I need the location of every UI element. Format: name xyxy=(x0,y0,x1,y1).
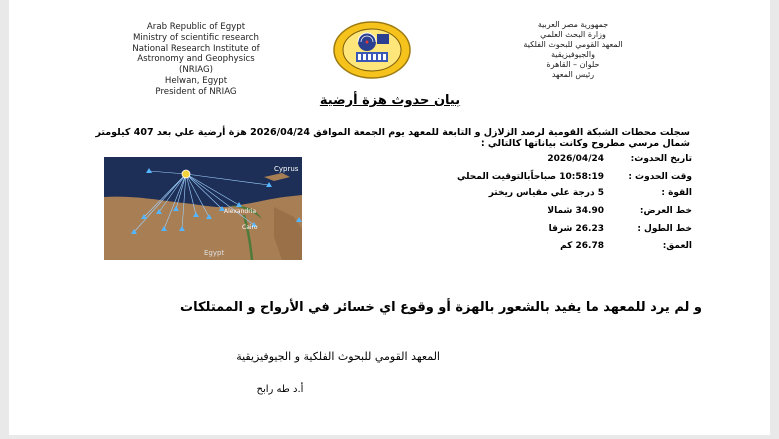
field-value: 2026/04/24 xyxy=(547,154,604,164)
letterhead-line: والجيوفيزيقية xyxy=(551,50,595,59)
field-date xyxy=(330,154,692,166)
map-label-cairo: Cairo xyxy=(242,224,258,231)
field-value: 34.90 شمالا xyxy=(547,206,604,216)
field-label: القوة : xyxy=(661,188,692,198)
letterhead-line: حلوان – القاهرة xyxy=(546,60,600,69)
epicenter-map xyxy=(104,157,302,260)
letterhead-line: National Research Institute of xyxy=(132,43,260,54)
epicenter-marker xyxy=(182,170,190,178)
field-depth xyxy=(330,241,692,253)
field-value: 5 درجة علي مقياس ريختر xyxy=(488,188,604,198)
field-label: وقت الحدوث : xyxy=(628,172,692,182)
bottom-border xyxy=(0,435,779,439)
left-border xyxy=(0,0,9,439)
field-label: تاريخ الحدوث: xyxy=(630,154,692,164)
document-title: بيان حدوث هزة أرضية xyxy=(319,93,461,108)
field-latitude xyxy=(330,206,692,218)
field-time xyxy=(330,172,692,184)
field-label: خط الطول : xyxy=(637,224,692,234)
field-magnitude xyxy=(330,188,692,200)
institute-name: المعهد القومي للبحوث الفلكية و الجيوفيزيقية xyxy=(236,350,440,363)
map-label-egypt: Egypt xyxy=(204,249,225,257)
arabic-letterhead xyxy=(503,20,643,80)
field-value: 26.23 شرقا xyxy=(548,224,604,234)
field-longitude xyxy=(330,224,692,236)
letterhead-line: وزارة البحث العلمي xyxy=(540,30,606,39)
field-label: العمق: xyxy=(662,241,692,251)
map-label-alexandria: Alexandria xyxy=(224,208,257,215)
letterhead-line: (NRIAG) xyxy=(178,65,214,76)
field-value: 10:58:19 صباحاًبالتوقيت المحلي xyxy=(457,172,604,182)
letterhead-line: Astronomy and Geophysics xyxy=(137,54,255,65)
letterhead-line: Ministry of scientific research xyxy=(133,32,259,43)
letterhead-line: رئيس المعهد xyxy=(551,70,595,79)
intro-paragraph: سجلت محطات الشبكة القومية لرصد الزلازل و التابعة للمعهد يوم الجمعة الموافق 2026/04/24 هزة أرضية علي بعد 407 كيلومتر شمال مرسي مطروح وكانت بياناتها كالتالي : xyxy=(95,127,690,149)
english-letterhead xyxy=(96,22,296,98)
signature: أ.د طه رابح xyxy=(256,384,304,395)
field-label: خط العرض: xyxy=(639,206,692,216)
map-label-cyprus: Cyprus xyxy=(274,165,299,173)
nriag-logo xyxy=(332,20,412,80)
notice-paragraph: و لم يرد للمعهد ما يفيد بالشعور بالهزة أو وقوع اي خسائر في الأرواح و الممتلكات xyxy=(180,300,702,315)
letterhead-line: Helwan, Egypt xyxy=(164,75,228,86)
letterhead-line: المعهد القومي للبحوث الفلكية xyxy=(523,40,623,49)
field-value: 26.78 كم xyxy=(560,241,604,251)
letterhead-line: President of NRIAG xyxy=(155,86,237,97)
letterhead-line: Arab Republic of Egypt xyxy=(146,22,246,32)
letterhead-line: جمهورية مصر العربية xyxy=(537,20,609,29)
right-border xyxy=(770,0,779,439)
